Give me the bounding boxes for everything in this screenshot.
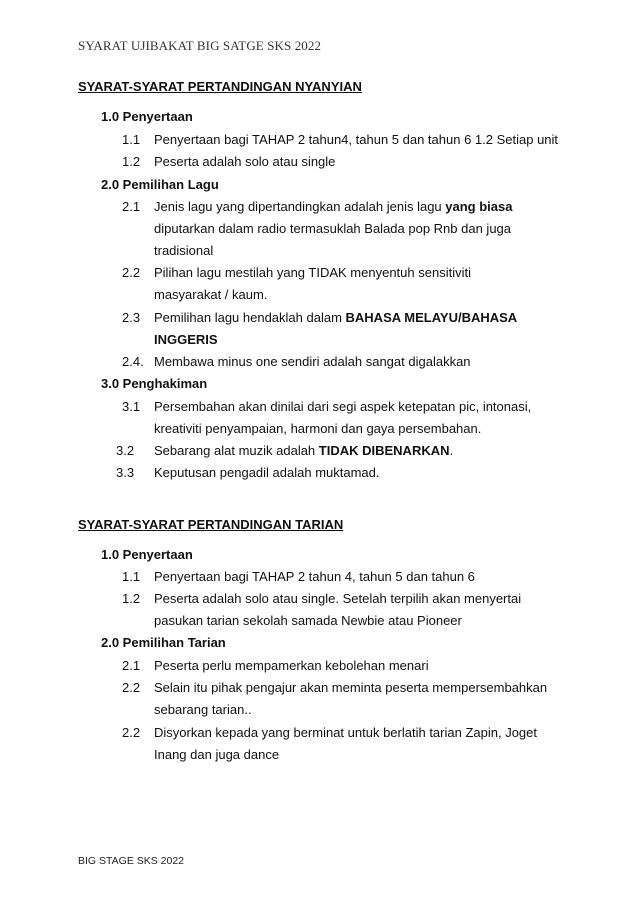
item-text: Peserta adalah solo atau single	[154, 154, 336, 169]
item-text: Keputusan pengadil adalah muktamad.	[154, 465, 380, 480]
item-text: Peserta adalah solo atau single. Setelah terpilih akan menyertai	[154, 591, 522, 606]
item-text-bold: TIDAK DIBENARKAN	[318, 443, 450, 458]
item-text-continuation: diputarkan dalam radio termasuklah Balada pop Rnb dan juga	[154, 221, 512, 236]
item-number: 2.3	[122, 310, 141, 325]
section-heading-nyanyian: SYARAT-SYARAT PERTANDINGAN NYANYIAN	[78, 79, 362, 94]
item-text-regular: Pemilihan lagu hendaklah dalam	[154, 310, 346, 325]
item-text: Membawa minus one sendiri adalah sangat digalakkan	[154, 354, 471, 369]
item-number: 1.2	[122, 154, 141, 169]
item-number: 2.4.	[122, 354, 144, 369]
item-text	[154, 199, 512, 214]
item-text-continuation: kreativiti penyampaian, harmoni dan gaya persembahan.	[154, 421, 482, 436]
item-text: Penyertaan bagi TAHAP 2 tahun 4, tahun 5 dan tahun 6	[154, 569, 475, 584]
item-text: Penyertaan bagi TAHAP 2 tahun4, tahun 5 dan tahun 6 1.2 Setiap unit	[154, 132, 559, 147]
item-text-bold: BAHASA MELAYU/BAHASA	[345, 310, 518, 325]
subsection-title: 1.0 Penyertaan	[101, 109, 193, 124]
item-text	[154, 443, 453, 458]
subsection-title: 1.0 Penyertaan	[101, 547, 193, 562]
item-number: 3.1	[122, 399, 141, 414]
item-text: Pilihan lagu mestilah yang TIDAK menyentuh sensitiviti	[154, 265, 471, 280]
subsection-title: 3.0 Penghakiman	[101, 376, 208, 391]
item-number: 1.1	[122, 132, 141, 147]
item-number: 2.2	[122, 680, 141, 695]
item-number: 2.1	[122, 199, 141, 214]
item-text-regular: Sebarang alat muzik adalah	[154, 443, 319, 458]
item-number: 2.2	[122, 725, 141, 740]
item-number: 2.1	[122, 658, 141, 673]
item-text-continuation: Inang dan juga dance	[154, 747, 280, 762]
item-text-continuation: tradisional	[154, 243, 214, 258]
item-text: Peserta perlu mempamerkan kebolehan menari	[154, 658, 429, 673]
item-number: 1.2	[122, 591, 141, 606]
page-header: SYARAT UJIBAKAT BIG SATGE SKS 2022	[78, 38, 322, 53]
item-number: 1.1	[122, 569, 141, 584]
item-text: Persembahan akan dinilai dari segi aspek ketepatan pic, intonasi,	[154, 399, 532, 414]
item-text-regular: Jenis lagu yang dipertandingkan adalah jenis lagu	[154, 199, 446, 214]
item-number: 3.2	[116, 443, 135, 458]
item-text-bold: yang biasa	[445, 199, 513, 214]
page-footer: BIG STAGE SKS 2022	[78, 855, 185, 867]
item-text-continuation: sebarang tarian..	[154, 702, 252, 717]
item-text: Selain itu pihak pengajur akan meminta peserta mempersembahkan	[154, 680, 548, 695]
subsection-title: 2.0 Pemilihan Lagu	[101, 177, 219, 192]
item-text	[154, 310, 517, 325]
item-text-continuation: pasukan tarian sekolah samada Newbie atau Pioneer	[154, 613, 462, 628]
item-number: 2.2	[122, 265, 141, 280]
item-text: Disyorkan kepada yang berminat untuk berlatih tarian Zapin, Joget	[154, 725, 537, 740]
item-text-continuation: INGGERIS	[154, 332, 218, 347]
item-text-continuation: masyarakat / kaum.	[154, 287, 268, 302]
item-text-regular: .	[449, 443, 454, 458]
section-heading-tarian: SYARAT-SYARAT PERTANDINGAN TARIAN	[78, 517, 344, 532]
subsection-title: 2.0 Pemilihan Tarian	[101, 635, 226, 650]
item-number: 3.3	[116, 465, 135, 480]
